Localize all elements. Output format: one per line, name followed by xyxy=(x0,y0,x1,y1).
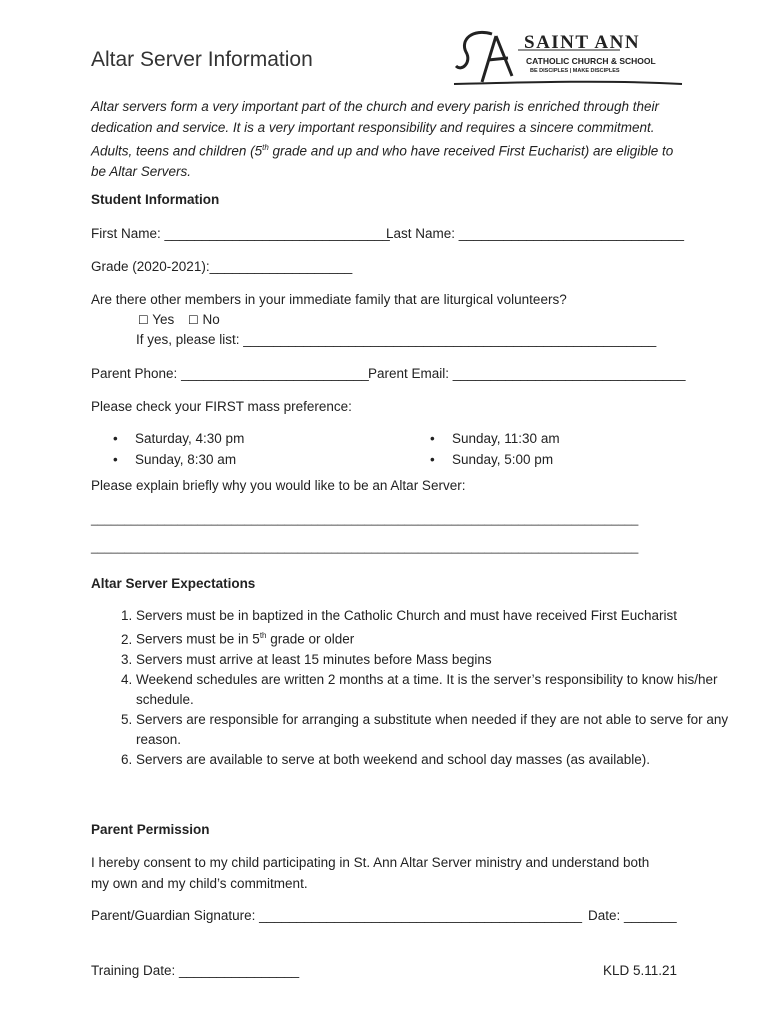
checkbox-icon[interactable]: ☐ xyxy=(138,313,149,327)
grade-field[interactable]: Grade (2020-2021):___________________ xyxy=(91,259,353,274)
family-question: Are there other members in your immediate family that are liturgical volunteers? xyxy=(91,292,567,307)
training-date-field[interactable]: Training Date: ________________ xyxy=(91,963,300,978)
explain-line[interactable]: __________________________________________________________________________________ xyxy=(91,540,639,554)
parent-email-field[interactable]: Parent Email: _______________________________ xyxy=(368,366,686,381)
signature-field[interactable]: Parent/Guardian Signature: ___________________________________________ xyxy=(91,908,582,923)
no-label: No xyxy=(202,312,220,327)
expectations-heading: Altar Server Expectations xyxy=(91,576,256,591)
last-name-field[interactable]: Last Name: ______________________________ xyxy=(386,226,685,241)
logo-subtitle: CATHOLIC CHURCH & SCHOOL xyxy=(526,56,656,66)
yes-option[interactable] xyxy=(138,312,174,327)
intro-paragraph: Altar servers form a very important part of the church and every parish is enriched through their dedication and service. It is a very important responsibility and requires a sincere commitment. Adults, teens and children (5th grade and up and who have received First Eucharist) are eligible to be Altar Servers. xyxy=(91,99,674,179)
parent-phone-field[interactable]: Parent Phone: _________________________ xyxy=(91,366,369,381)
signature-date-field[interactable]: Date: _______ xyxy=(588,908,677,923)
list-item: 2. Servers must be in 5th grade or older xyxy=(136,626,736,650)
checkbox-icon[interactable]: ☐ xyxy=(188,313,199,327)
mass-option-label: Sunday, 5:00 pm xyxy=(452,452,554,467)
mass-option-label: Sunday, 8:30 am xyxy=(135,452,237,467)
logo-tagline: BE DISCIPLES | MAKE DISCIPLES xyxy=(530,68,620,74)
mass-option[interactable]: • Saturday, 4:30 pm xyxy=(113,431,245,446)
list-item: 4. Weekend schedules are written 2 months at a time. It is the server’s responsibility to know his/her schedule. xyxy=(136,670,736,710)
explain-question: Please explain briefly why you would like to be an Altar Server: xyxy=(91,478,466,493)
consent-text: I hereby consent to my child participating in St. Ann Altar Server ministry and understand both my own and my child’s commitment. xyxy=(91,855,650,891)
list-item: 6. Servers are available to serve at both weekend and school day masses (as available). xyxy=(136,750,736,770)
list-item: 1. Servers must be in baptized in the Catholic Church and must have received First Eucharist xyxy=(136,606,736,626)
yes-label: Yes xyxy=(152,312,175,327)
no-option[interactable] xyxy=(188,312,220,327)
mass-question: Please check your FIRST mass preference: xyxy=(91,399,352,414)
first-name-field[interactable]: First Name: ______________________________ xyxy=(91,226,390,241)
logo-name: SAINT ANN xyxy=(524,32,641,53)
mass-option[interactable]: • Sunday, 11:30 am xyxy=(430,431,560,446)
list-item: 3. Servers must arrive at least 15 minutes before Mass begins xyxy=(136,650,736,670)
mass-option[interactable]: • Sunday, 5:00 pm xyxy=(430,452,554,467)
explain-line[interactable]: __________________________________________________________________________________ xyxy=(91,512,639,526)
mass-option-label: Saturday, 4:30 pm xyxy=(135,431,245,446)
mass-option[interactable]: • Sunday, 8:30 am xyxy=(113,452,237,467)
expectations-list xyxy=(91,606,736,770)
document-code: KLD 5.11.21 xyxy=(603,963,678,978)
student-info-heading: Student Information xyxy=(91,192,220,207)
page-title: Altar Server Information xyxy=(91,48,313,71)
list-item: 5. Servers are responsible for arranging a substitute when needed if they are not able to serve for any reason. xyxy=(136,710,736,750)
permission-heading: Parent Permission xyxy=(91,822,210,837)
mass-option-label: Sunday, 11:30 am xyxy=(452,431,560,446)
family-list-field[interactable]: If yes, please list: _______________________________________________________ xyxy=(136,332,657,347)
saint-ann-logo xyxy=(452,26,684,90)
